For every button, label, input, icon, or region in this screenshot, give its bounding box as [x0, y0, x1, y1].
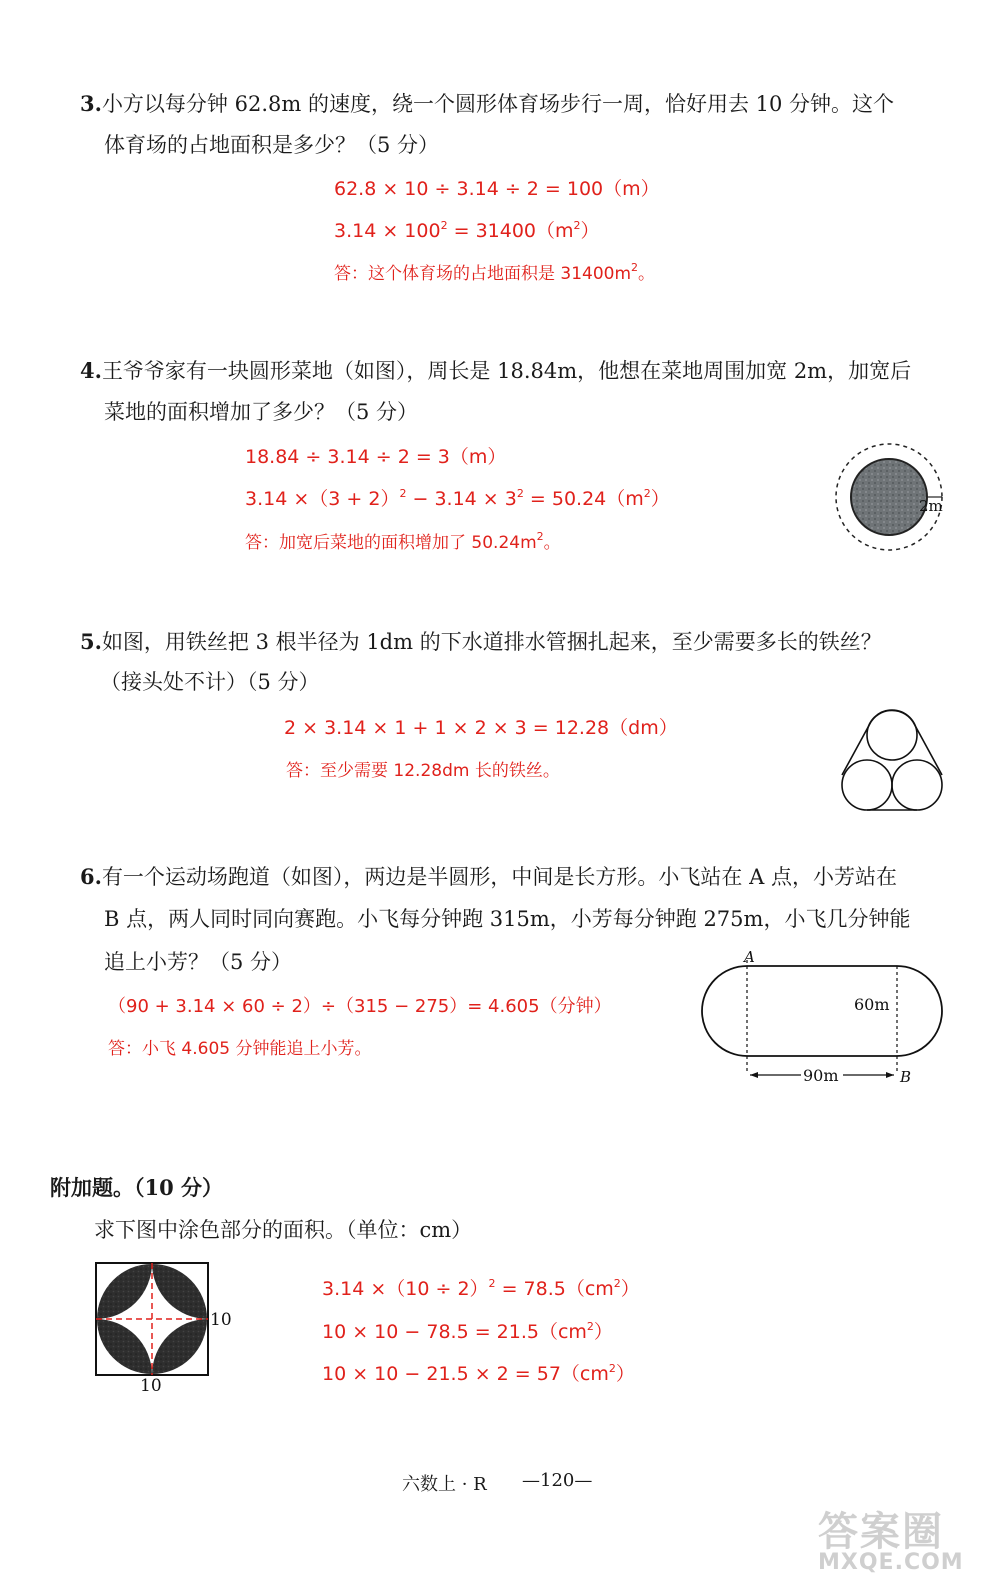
q6-label-90m: 90m	[803, 1066, 839, 1085]
q3-answer-sentence: 答：这个体育场的占地面积是 $31400m^2$。	[334, 261, 656, 284]
q3-number: 3.	[80, 91, 102, 116]
q4-answer-sentence: 答：加宽后菜地的面积增加了 $50.24m^2$。	[245, 530, 561, 553]
q6-line1	[80, 857, 897, 897]
q4-garden-figure	[832, 440, 947, 555]
q3-line1	[80, 84, 894, 124]
watermark-logo-text: 答案圈	[818, 1509, 944, 1555]
bonus-question: 求下图中涂色部分的面积。（单位：cm）	[94, 1218, 473, 1242]
bonus-answer-step1: $3.14 \times(10 \div 2)^2 = 78.5(cm^2)$	[322, 1277, 640, 1300]
q5-text-1: 如图，用铁丝把 3 根半径为 1dm 的下水道排水管捆扎起来，至少需要多长的铁丝？	[101, 630, 882, 654]
q5-line2: （接头处不计）（5 分）	[100, 670, 320, 694]
q6-label-60m: 60m	[854, 995, 890, 1014]
q4-answer-step2: $3.14 \times(3 + 2)^2 - 3.14 \times 3^2 = 50.24(m^2)$	[245, 487, 670, 510]
q6-line2: B 点，两人同时同向赛跑。小飞每分钟跑 315m，小芳每分钟跑 275m，小飞几分钟能	[104, 907, 911, 931]
q6-answer-step1: （90 + 3.14 × 60 ÷ 2）÷（315 − 275）= 4.605（分钟）	[108, 996, 612, 1017]
q3-answer-step1: 62.8 × 10 ÷ 3.14 ÷ 2 = 100（m）	[334, 178, 660, 200]
pipe-right	[892, 760, 942, 810]
q5-pipes-figure	[836, 708, 948, 814]
q4-number: 4.	[80, 358, 102, 383]
wire-straight	[842, 725, 942, 811]
footer-book-label: 六数上 · R	[402, 1474, 487, 1495]
q3-answer-step2: $3.14 \times 100^2 = 31400(m^2)$	[334, 219, 600, 242]
q6-answer-sentence: 答：小飞 4.605 分钟能追上小芳。	[108, 1039, 372, 1059]
q6-label-a: A	[744, 948, 755, 966]
watermark-domain: MXQE.COM	[818, 1550, 964, 1575]
q6-text-1: 有一个运动场跑道（如图），两边是半圆形，中间是长方形。小飞站在 A 点，小芳站在	[101, 865, 897, 889]
q4-width-label: 2m	[919, 497, 943, 515]
q4-text-1: 王爷爷家有一块圆形菜地（如图），周长是 18.84m，他想在菜地周围加宽 2m，加宽后	[101, 359, 912, 383]
q6-number: 6.	[80, 864, 102, 889]
q6-label-b: B	[900, 1068, 912, 1086]
q5-number: 5.	[80, 629, 102, 654]
footer-page-number: —120—	[522, 1470, 593, 1491]
q5-line1	[80, 622, 882, 662]
bonus-figure	[90, 1258, 240, 1398]
q6-line3: 追上小芳？（5 分）	[104, 950, 293, 974]
q5-answer-step1: 2 × 3.14 × 1 + 1 × 2 × 3 = 12.28（dm）	[284, 717, 678, 739]
q4-line1	[80, 351, 911, 391]
q4-line2: 菜地的面积增加了多少？（5 分）	[104, 400, 419, 424]
q4-answer-step1: 18.84 ÷ 3.14 ÷ 2 = 3（m）	[245, 446, 507, 468]
bonus-bottom-label: 10	[140, 1376, 162, 1396]
bonus-answer-step3: $10 \times 10 - 21.5 \times 2 = 57(cm^2)$	[322, 1362, 635, 1385]
wire-arc-top	[870, 710, 915, 724]
q6-track-figure	[690, 946, 950, 1086]
bonus-answer-step2: $10 \times 10 - 78.5 = 21.5(cm^2)$	[322, 1320, 613, 1343]
bonus-side-label: 10	[210, 1310, 232, 1330]
garden-circle	[851, 459, 927, 535]
track-outline	[702, 966, 942, 1056]
q3-line2: 体育场的占地面积是多少？（5 分）	[104, 133, 440, 157]
pipe-left	[842, 760, 892, 810]
q3-text-1: 小方以每分钟 62.8m 的速度，绕一个圆形体育场步行一周，恰好用去 10 分钟。这个	[101, 92, 895, 116]
q5-answer-sentence: 答：至少需要 12.28dm 长的铁丝。	[286, 761, 560, 781]
bonus-title: 附加题。（10 分）	[50, 1175, 224, 1200]
